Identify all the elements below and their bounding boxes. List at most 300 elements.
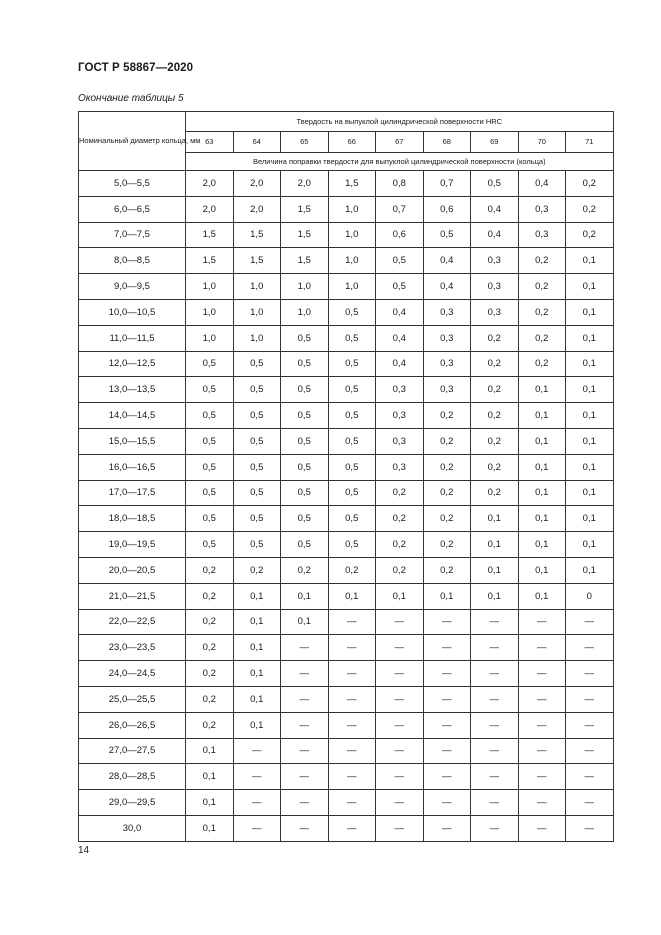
correction-value-cell: 0,4 bbox=[471, 196, 519, 222]
correction-value-cell: — bbox=[471, 815, 519, 841]
correction-value-cell: 0,3 bbox=[423, 377, 471, 403]
correction-value-cell: 0,3 bbox=[423, 325, 471, 351]
table-row bbox=[79, 196, 614, 222]
correction-value-cell: 1,0 bbox=[233, 325, 281, 351]
correction-value-cell: 0,3 bbox=[376, 377, 424, 403]
correction-value-cell: 0,2 bbox=[471, 325, 519, 351]
correction-value-cell: 2,0 bbox=[186, 196, 234, 222]
hrc-column-header: 71 bbox=[566, 132, 614, 153]
correction-value-cell: — bbox=[233, 790, 281, 816]
correction-value-cell: 0,3 bbox=[423, 351, 471, 377]
correction-value-cell: — bbox=[471, 661, 519, 687]
correction-value-cell: 1,0 bbox=[186, 274, 234, 300]
diameter-cell: 20,0—20,5 bbox=[79, 557, 186, 583]
correction-value-cell: — bbox=[233, 738, 281, 764]
correction-value-cell: 0,2 bbox=[376, 480, 424, 506]
correction-value-cell: — bbox=[233, 764, 281, 790]
diameter-cell: 8,0—8,5 bbox=[79, 248, 186, 274]
correction-value-cell: — bbox=[566, 815, 614, 841]
correction-value-cell: — bbox=[518, 661, 566, 687]
correction-value-cell: 1,0 bbox=[328, 274, 376, 300]
correction-value-cell: 0,5 bbox=[186, 532, 234, 558]
correction-value-cell: 0,4 bbox=[376, 299, 424, 325]
correction-value-cell: 0,2 bbox=[423, 454, 471, 480]
table-row bbox=[79, 686, 614, 712]
correction-value-cell: 0,2 bbox=[518, 274, 566, 300]
table-row bbox=[79, 557, 614, 583]
correction-value-cell: 0,7 bbox=[423, 171, 471, 197]
hrc-column-header: 64 bbox=[233, 132, 281, 153]
correction-value-cell: 2,0 bbox=[233, 196, 281, 222]
correction-value-cell: 0,1 bbox=[471, 557, 519, 583]
correction-value-cell: 0,1 bbox=[233, 609, 281, 635]
hrc-column-header: 66 bbox=[328, 132, 376, 153]
correction-value-cell: 0,5 bbox=[186, 377, 234, 403]
correction-value-cell: — bbox=[423, 635, 471, 661]
diameter-cell: 15,0—15,5 bbox=[79, 428, 186, 454]
diameter-cell: 22,0—22,5 bbox=[79, 609, 186, 635]
correction-value-cell: 0,5 bbox=[281, 454, 329, 480]
diameter-cell: 28,0—28,5 bbox=[79, 764, 186, 790]
correction-value-cell: 0,5 bbox=[376, 248, 424, 274]
correction-value-cell: 0,2 bbox=[186, 712, 234, 738]
correction-value-cell: 0,1 bbox=[281, 583, 329, 609]
correction-value-cell: — bbox=[281, 712, 329, 738]
correction-value-cell: 0,5 bbox=[328, 506, 376, 532]
correction-value-cell: 1,0 bbox=[281, 274, 329, 300]
diameter-column-header: Номинальный диаметр кольца, мм bbox=[79, 112, 186, 171]
correction-value-cell: 0,2 bbox=[518, 248, 566, 274]
correction-value-cell: 0,2 bbox=[566, 222, 614, 248]
correction-value-cell: — bbox=[471, 764, 519, 790]
correction-value-cell: 0,1 bbox=[471, 532, 519, 558]
correction-value-cell: 1,5 bbox=[281, 248, 329, 274]
correction-value-cell: — bbox=[281, 815, 329, 841]
correction-value-cell: 0,4 bbox=[376, 351, 424, 377]
correction-value-cell: 0,1 bbox=[233, 712, 281, 738]
correction-value-cell: — bbox=[423, 609, 471, 635]
page-number: 14 bbox=[78, 845, 90, 856]
correction-value-cell: 0,5 bbox=[186, 403, 234, 429]
correction-value-cell: — bbox=[566, 661, 614, 687]
correction-value-cell: — bbox=[566, 738, 614, 764]
correction-value-cell: 2,0 bbox=[186, 171, 234, 197]
correction-value-cell: 0,1 bbox=[566, 377, 614, 403]
correction-value-cell: — bbox=[328, 815, 376, 841]
correction-value-cell: — bbox=[471, 686, 519, 712]
correction-value-cell: 0,6 bbox=[376, 222, 424, 248]
correction-value-cell: 1,5 bbox=[186, 222, 234, 248]
correction-value-cell: — bbox=[328, 635, 376, 661]
correction-value-cell: 0,2 bbox=[376, 532, 424, 558]
diameter-cell: 12,0—12,5 bbox=[79, 351, 186, 377]
correction-value-cell: 0,1 bbox=[566, 325, 614, 351]
table-row bbox=[79, 712, 614, 738]
correction-value-cell: 0,5 bbox=[233, 403, 281, 429]
correction-value-cell: — bbox=[471, 738, 519, 764]
correction-value-cell: 0,1 bbox=[566, 299, 614, 325]
correction-value-cell: 0,2 bbox=[471, 377, 519, 403]
correction-value-cell: 0,1 bbox=[281, 609, 329, 635]
correction-value-cell: 0,1 bbox=[233, 661, 281, 687]
correction-value-cell: 0,2 bbox=[471, 480, 519, 506]
correction-value-cell: 0,2 bbox=[471, 351, 519, 377]
diameter-cell: 30,0 bbox=[79, 815, 186, 841]
correction-value-cell: 0,1 bbox=[566, 557, 614, 583]
correction-value-cell: 0,5 bbox=[281, 351, 329, 377]
diameter-cell: 13,0—13,5 bbox=[79, 377, 186, 403]
diameter-cell: 7,0—7,5 bbox=[79, 222, 186, 248]
correction-value-cell: — bbox=[376, 609, 424, 635]
table-row bbox=[79, 454, 614, 480]
correction-value-cell: 0,2 bbox=[566, 196, 614, 222]
correction-value-cell: — bbox=[376, 712, 424, 738]
correction-value-cell: 0,1 bbox=[518, 403, 566, 429]
correction-value-cell: 0,5 bbox=[328, 299, 376, 325]
table-row bbox=[79, 815, 614, 841]
correction-value-cell: 0,5 bbox=[281, 377, 329, 403]
correction-value-cell: 1,0 bbox=[328, 196, 376, 222]
table-row bbox=[79, 661, 614, 687]
correction-value-cell: 0,2 bbox=[423, 403, 471, 429]
correction-value-cell: 0,5 bbox=[471, 171, 519, 197]
correction-value-cell: 0,5 bbox=[328, 325, 376, 351]
correction-value-cell: 0,5 bbox=[281, 480, 329, 506]
correction-value-cell: 0,2 bbox=[471, 454, 519, 480]
correction-value-cell: 1,5 bbox=[281, 222, 329, 248]
hrc-column-header: 69 bbox=[471, 132, 519, 153]
correction-value-cell: 0,1 bbox=[471, 506, 519, 532]
correction-value-cell: 0,5 bbox=[186, 506, 234, 532]
correction-value-cell: 0,8 bbox=[376, 171, 424, 197]
table-row bbox=[79, 764, 614, 790]
correction-value-cell: 2,0 bbox=[233, 171, 281, 197]
correction-value-cell: — bbox=[328, 661, 376, 687]
correction-value-cell: — bbox=[518, 815, 566, 841]
correction-value-cell: 1,0 bbox=[328, 222, 376, 248]
correction-value-cell: 0,5 bbox=[328, 377, 376, 403]
correction-value-cell: — bbox=[566, 686, 614, 712]
correction-value-cell: — bbox=[423, 661, 471, 687]
correction-value-cell: 1,5 bbox=[233, 248, 281, 274]
correction-value-cell: 0,1 bbox=[566, 428, 614, 454]
correction-value-cell: 0,6 bbox=[423, 196, 471, 222]
correction-value-cell: 0,5 bbox=[186, 351, 234, 377]
correction-value-cell: 0,1 bbox=[518, 454, 566, 480]
correction-value-cell: — bbox=[376, 686, 424, 712]
correction-value-cell: 0,5 bbox=[328, 428, 376, 454]
correction-value-cell: — bbox=[566, 712, 614, 738]
correction-value-cell: 1,0 bbox=[186, 325, 234, 351]
correction-value-cell: 0,1 bbox=[566, 403, 614, 429]
hardness-correction-table bbox=[78, 111, 614, 842]
correction-value-cell: 0,5 bbox=[233, 454, 281, 480]
hrc-column-header: 67 bbox=[376, 132, 424, 153]
correction-value-cell: — bbox=[566, 635, 614, 661]
correction-value-cell: 0,1 bbox=[518, 557, 566, 583]
correction-subheader: Величина поправки твердости для выпуклой цилиндрической поверхности (кольца) bbox=[186, 153, 614, 171]
correction-value-cell: — bbox=[518, 609, 566, 635]
correction-value-cell: — bbox=[376, 661, 424, 687]
correction-value-cell: 0,2 bbox=[423, 428, 471, 454]
correction-value-cell: 0,2 bbox=[186, 661, 234, 687]
diameter-cell: 5,0—5,5 bbox=[79, 171, 186, 197]
correction-value-cell: 0,1 bbox=[518, 377, 566, 403]
correction-value-cell: 0,1 bbox=[376, 583, 424, 609]
correction-value-cell: — bbox=[281, 686, 329, 712]
correction-value-cell: 0,5 bbox=[328, 480, 376, 506]
correction-value-cell: — bbox=[233, 815, 281, 841]
correction-value-cell: 0,2 bbox=[186, 686, 234, 712]
correction-value-cell: — bbox=[566, 764, 614, 790]
table-row bbox=[79, 222, 614, 248]
diameter-cell: 11,0—11,5 bbox=[79, 325, 186, 351]
diameter-cell: 14,0—14,5 bbox=[79, 403, 186, 429]
table-header-row bbox=[79, 112, 614, 132]
table-row bbox=[79, 248, 614, 274]
correction-value-cell: 1,0 bbox=[328, 248, 376, 274]
correction-value-cell: — bbox=[376, 790, 424, 816]
correction-value-cell: — bbox=[281, 764, 329, 790]
correction-value-cell: — bbox=[423, 686, 471, 712]
correction-value-cell: — bbox=[328, 790, 376, 816]
correction-value-cell: — bbox=[566, 790, 614, 816]
correction-value-cell: 1,5 bbox=[233, 222, 281, 248]
diameter-cell: 10,0—10,5 bbox=[79, 299, 186, 325]
correction-value-cell: — bbox=[566, 609, 614, 635]
correction-value-cell: 0,1 bbox=[566, 454, 614, 480]
correction-value-cell: 0,1 bbox=[328, 583, 376, 609]
correction-value-cell: — bbox=[376, 738, 424, 764]
correction-value-cell: 0,2 bbox=[186, 583, 234, 609]
correction-value-cell: — bbox=[518, 712, 566, 738]
correction-value-cell: — bbox=[376, 764, 424, 790]
diameter-cell: 16,0—16,5 bbox=[79, 454, 186, 480]
correction-value-cell: 0,1 bbox=[518, 583, 566, 609]
correction-value-cell: 0,1 bbox=[186, 738, 234, 764]
correction-value-cell: — bbox=[328, 686, 376, 712]
table-row bbox=[79, 299, 614, 325]
correction-value-cell: — bbox=[471, 790, 519, 816]
hrc-column-header: 65 bbox=[281, 132, 329, 153]
correction-value-cell: — bbox=[376, 815, 424, 841]
correction-value-cell: 0,1 bbox=[233, 635, 281, 661]
correction-value-cell: — bbox=[328, 712, 376, 738]
correction-value-cell: 0,3 bbox=[518, 196, 566, 222]
correction-value-cell: 0,5 bbox=[281, 532, 329, 558]
correction-value-cell: 0,5 bbox=[233, 377, 281, 403]
table-row bbox=[79, 635, 614, 661]
correction-value-cell: 0,1 bbox=[186, 764, 234, 790]
table-row bbox=[79, 325, 614, 351]
correction-value-cell: 0,2 bbox=[471, 428, 519, 454]
diameter-cell: 17,0—17,5 bbox=[79, 480, 186, 506]
correction-value-cell: 0,4 bbox=[423, 274, 471, 300]
correction-value-cell: 0,2 bbox=[186, 557, 234, 583]
diameter-cell: 23,0—23,5 bbox=[79, 635, 186, 661]
diameter-cell: 9,0—9,5 bbox=[79, 274, 186, 300]
correction-value-cell: — bbox=[471, 609, 519, 635]
correction-value-cell: 0,2 bbox=[186, 635, 234, 661]
table-row bbox=[79, 377, 614, 403]
correction-value-cell: — bbox=[518, 635, 566, 661]
correction-value-cell: 0,1 bbox=[566, 506, 614, 532]
diameter-cell: 25,0—25,5 bbox=[79, 686, 186, 712]
correction-value-cell: 1,0 bbox=[233, 299, 281, 325]
correction-value-cell: — bbox=[281, 635, 329, 661]
correction-value-cell: 0,1 bbox=[566, 351, 614, 377]
correction-value-cell: 0,2 bbox=[566, 171, 614, 197]
correction-value-cell: 0,1 bbox=[566, 248, 614, 274]
correction-value-cell: — bbox=[518, 790, 566, 816]
correction-value-cell: 1,0 bbox=[233, 274, 281, 300]
correction-value-cell: 1,5 bbox=[328, 171, 376, 197]
diameter-cell: 6,0—6,5 bbox=[79, 196, 186, 222]
correction-value-cell: 0,1 bbox=[186, 815, 234, 841]
correction-value-cell: 0,3 bbox=[471, 299, 519, 325]
correction-value-cell: 0,2 bbox=[376, 506, 424, 532]
correction-value-cell: 0,5 bbox=[328, 454, 376, 480]
correction-value-cell: 0,3 bbox=[518, 222, 566, 248]
table-row bbox=[79, 403, 614, 429]
correction-value-cell: — bbox=[423, 764, 471, 790]
correction-value-cell: 0,2 bbox=[518, 351, 566, 377]
correction-value-cell: 0,5 bbox=[186, 480, 234, 506]
correction-value-cell: 0,1 bbox=[566, 480, 614, 506]
correction-value-cell: 0,5 bbox=[233, 428, 281, 454]
correction-value-cell: 0,2 bbox=[233, 557, 281, 583]
table-row bbox=[79, 532, 614, 558]
correction-value-cell: 0,2 bbox=[281, 557, 329, 583]
correction-value-cell: 0,5 bbox=[281, 325, 329, 351]
correction-value-cell: — bbox=[423, 790, 471, 816]
diameter-cell: 29,0—29,5 bbox=[79, 790, 186, 816]
correction-value-cell: 0,2 bbox=[423, 506, 471, 532]
correction-value-cell: — bbox=[423, 738, 471, 764]
correction-value-cell: 0,1 bbox=[566, 532, 614, 558]
correction-value-cell: 0,3 bbox=[471, 274, 519, 300]
table-row bbox=[79, 506, 614, 532]
correction-value-cell: 0,5 bbox=[233, 506, 281, 532]
correction-value-cell: — bbox=[518, 738, 566, 764]
diameter-cell: 27,0—27,5 bbox=[79, 738, 186, 764]
hrc-column-header: 63 bbox=[186, 132, 234, 153]
table-row bbox=[79, 583, 614, 609]
correction-value-cell: 0,1 bbox=[471, 583, 519, 609]
hrc-column-header: 68 bbox=[423, 132, 471, 153]
correction-value-cell: 0,1 bbox=[233, 583, 281, 609]
document-title: ГОСТ Р 58867—2020 bbox=[78, 62, 194, 74]
correction-value-cell: 0,2 bbox=[186, 609, 234, 635]
table-row bbox=[79, 480, 614, 506]
correction-value-cell: 0,4 bbox=[471, 222, 519, 248]
correction-value-cell: 0,5 bbox=[281, 506, 329, 532]
correction-value-cell: 0,4 bbox=[518, 171, 566, 197]
correction-value-cell: 0,1 bbox=[518, 428, 566, 454]
correction-value-cell: 0,1 bbox=[518, 480, 566, 506]
correction-value-cell: 1,0 bbox=[186, 299, 234, 325]
correction-value-cell: 0,3 bbox=[423, 299, 471, 325]
correction-value-cell: — bbox=[376, 635, 424, 661]
correction-value-cell: 0,7 bbox=[376, 196, 424, 222]
correction-value-cell: 0,5 bbox=[423, 222, 471, 248]
correction-value-cell: 0,2 bbox=[518, 299, 566, 325]
correction-value-cell: 0,1 bbox=[233, 686, 281, 712]
correction-value-cell: — bbox=[518, 764, 566, 790]
correction-value-cell: 0,1 bbox=[518, 532, 566, 558]
correction-value-cell: — bbox=[281, 738, 329, 764]
correction-value-cell: — bbox=[423, 712, 471, 738]
correction-value-cell: 0,5 bbox=[376, 274, 424, 300]
correction-value-cell: 0,4 bbox=[376, 325, 424, 351]
correction-value-cell: 0,5 bbox=[186, 428, 234, 454]
table-row bbox=[79, 428, 614, 454]
diameter-cell: 26,0—26,5 bbox=[79, 712, 186, 738]
hrc-group-header: Твердость на выпуклой цилиндрической поверхности HRC bbox=[186, 112, 614, 132]
correction-value-cell: 0,5 bbox=[328, 351, 376, 377]
correction-value-cell: — bbox=[328, 764, 376, 790]
correction-value-cell: 0,5 bbox=[328, 532, 376, 558]
correction-value-cell: — bbox=[328, 609, 376, 635]
correction-value-cell: 0,2 bbox=[471, 403, 519, 429]
correction-value-cell: 0,5 bbox=[233, 532, 281, 558]
table-caption: Окончание таблицы 5 bbox=[78, 93, 184, 104]
correction-value-cell: 1,5 bbox=[281, 196, 329, 222]
correction-value-cell: 0,2 bbox=[423, 532, 471, 558]
correction-value-cell: 0,5 bbox=[281, 403, 329, 429]
correction-value-cell: 0,3 bbox=[376, 454, 424, 480]
correction-value-cell: — bbox=[281, 661, 329, 687]
correction-value-cell: 0 bbox=[566, 583, 614, 609]
table-row bbox=[79, 171, 614, 197]
diameter-cell: 21,0—21,5 bbox=[79, 583, 186, 609]
table-row bbox=[79, 274, 614, 300]
correction-value-cell: 0,5 bbox=[328, 403, 376, 429]
correction-value-cell: — bbox=[471, 635, 519, 661]
correction-value-cell: 0,5 bbox=[186, 454, 234, 480]
table-row bbox=[79, 609, 614, 635]
correction-value-cell: 0,2 bbox=[518, 325, 566, 351]
correction-value-cell: 0,1 bbox=[186, 790, 234, 816]
correction-value-cell: 1,0 bbox=[281, 299, 329, 325]
correction-value-cell: 2,0 bbox=[281, 171, 329, 197]
correction-value-cell: 1,5 bbox=[186, 248, 234, 274]
diameter-cell: 19,0—19,5 bbox=[79, 532, 186, 558]
correction-value-cell: 0,3 bbox=[376, 428, 424, 454]
hrc-column-header: 70 bbox=[518, 132, 566, 153]
correction-value-cell: 0,4 bbox=[423, 248, 471, 274]
correction-value-cell: 0,1 bbox=[566, 274, 614, 300]
correction-value-cell: — bbox=[423, 815, 471, 841]
correction-value-cell: 0,2 bbox=[328, 557, 376, 583]
table-row bbox=[79, 738, 614, 764]
correction-value-cell: 0,3 bbox=[376, 403, 424, 429]
correction-value-cell: — bbox=[518, 686, 566, 712]
table-row bbox=[79, 790, 614, 816]
correction-value-cell: 0,2 bbox=[423, 557, 471, 583]
correction-value-cell: — bbox=[471, 712, 519, 738]
correction-value-cell: — bbox=[281, 790, 329, 816]
diameter-cell: 18,0—18,5 bbox=[79, 506, 186, 532]
correction-value-cell: — bbox=[328, 738, 376, 764]
table-body bbox=[79, 171, 614, 842]
correction-value-cell: 0,5 bbox=[281, 428, 329, 454]
correction-value-cell: 0,1 bbox=[518, 506, 566, 532]
correction-value-cell: 0,5 bbox=[233, 480, 281, 506]
diameter-cell: 24,0—24,5 bbox=[79, 661, 186, 687]
correction-value-cell: 0,5 bbox=[233, 351, 281, 377]
correction-value-cell: 0,2 bbox=[376, 557, 424, 583]
